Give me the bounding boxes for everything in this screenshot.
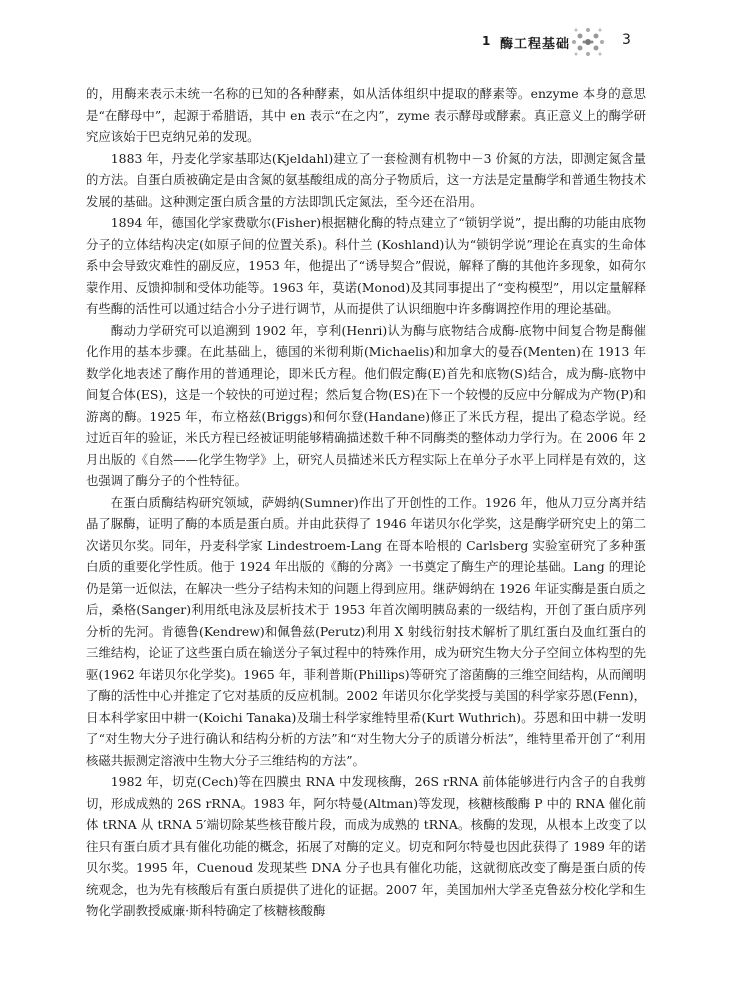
page-number: 3 bbox=[622, 32, 631, 48]
paragraph-structure: 在蛋白质酶结构研究领域，萨姆纳(Sumner)作出了开创性的工作。1926 年，他从刀豆分离并结晶了脲酶，证明了酶的本质是蛋白质。并由此获得了 1946 年诺贝尔化学奖，这是酶学研究史上的第二次诺贝尔奖。同年，丹麦科学家 Lindestroem-Lang 在哥本哈根的 Carlsberg 实验室研究了多种蛋白质的重要化学性质。他于 1924 年出版的《酶的分离》一书奠定了酶生产的理论基础。Lang 的理论仍是第一近似法，在解决一些分子结构未知的问题上得到应用。继萨姆纳在 1926 年证实酶是蛋白质之后，桑格(Sanger)利用纸电泳及层析技术于 1953 年首次阐明胰岛素的一级结构，开创了蛋白质序列分析的先河。肯德鲁(Kendrew)和佩鲁兹(Perutz)利用 X 射线衍射技术解析了肌红蛋白及血红蛋白的三维结构，论证了这些蛋白质在输送分子氧过程中的特殊作用，成为研究生物大分子空间立体构型的先驱(1962 年诺贝尔化学奖)。1965 年，菲利普斯(Phillips)等研究了溶菌酶的三维空间结构，从而阐明了酶的活性中心并推定了它对基质的反应机制。2002 年诺贝尔化学奖授与美国的科学家芬恩(Fenn)，日本科学家田中耕一(Koichi Tanaka)及瑞士科学家维特里希(Kurt Wuthrich)。芬恩和田中耕一发明了“对生物大分子进行确认和结构分析的方法”和“对生物大分子的质谱分析法”，维特里希开创了“利用核磁共振测定溶液中生物大分子三维结构的方法”。 bbox=[86, 494, 646, 768]
molecule-logo-icon bbox=[568, 22, 608, 62]
chapter-number: 1 bbox=[482, 34, 491, 48]
paragraph-kjeldahl: 1883 年，丹麦化学家基耶达(Kjeldahl)建立了一套检测有机物中－3 价氮的方法，即测定氮含量的方法。自蛋白质被确定是由含氮的氨基酸组成的高分子物质后，这一方法是定量酶学和普通生物技术发展的基础。这种测定蛋白质含量的方法即凯氏定氮法，至今还在沿用。 bbox=[86, 150, 646, 209]
page-header bbox=[0, 22, 729, 62]
paragraph-continuation: 的，用酶来表示未统一名称的已知的各种酵素，如从活体组织中提取的酵素等。enzyme 本身的意思是“在酵母中”，起源于希腊语，其中 en 表示“在之内”，zyme 表示酵母或酵素。真正意义上的酶学研究应该始于巴克纳兄弟的发现。 bbox=[86, 86, 646, 144]
paragraph-kinetics: 酶动力学研究可以追溯到 1902 年，亨利(Henri)认为酶与底物结合成酶-底物中间复合物是酶催化作用的基本步骤。在此基础上，德国的米彻利斯(Michaelis)和加拿大的曼吞(Menten)在 1913 年数学化地表述了酶作用的普通理论，即米氏方程。他们假定酶(E)首先和底物(S)结合，成为酶-底物中间复合体(ES)，这是一个较快的可逆过程；然后复合物(ES)在下一个较慢的反应中分解成为产物(P)和游离的酶。1925 年，布立格兹(Briggs)和何尔登(Handane)修正了米氏方程，提出了稳态学说。经过近百年的验证，米氏方程已经被证明能够精确描述数千种不同酶类的整体动力学行为。在 2006 年 2 月出版的《自然——化学生物学》上，研究人员描述米氏方程实际上在单分子水平上同样是有效的，这也强调了酶分子的个性特征。 bbox=[86, 322, 646, 488]
paragraph-lock-key: 1894 年，德国化学家费歇尔(Fisher)根据糖化酶的特点建立了“锁钥学说”，提出酶的功能由底物分子的立体结构决定(如原子间的位置关系)。科什兰 (Koshland)认为“锁钥学说”理论在真实的生命体系中会导致灾难性的副反应，1953 年，他提出了“诱导契合”假说，解释了酶的其他许多现象，如荷尔蒙作用、反馈抑制和受体功能等。1963 年，莫诺(Monod)及其同事提出了“变构模型”，用以定量解释有些酶的活性可以通过结合小分子进行调节，从而提供了认识细胞中许多酶调控作用的理论基础。 bbox=[86, 215, 646, 316]
paragraph-ribozyme: 1982 年，切克(Cech)等在四膜虫 RNA 中发现核酶，26S rRNA 前体能够进行内含子的自我剪切，形成成熟的 26S rRNA。1983 年，阿尔特曼(Altman)等发现，核糖核酸酶 P 中的 RNA 催化前体 tRNA 从 tRNA 5′端切除某些核苷酸片段，而成为成熟的 tRNA。核酶的发现，从根本上改变了以往只有蛋白质才具有催化功能的概念，拓展了对酶的定义。切克和阿尔特曼也因此获得了 1989 年的诺贝尔奖。1995 年，Cuenoud 发现某些 DNA 分子也具有催化功能，这就彻底改变了酶是蛋白质的传统观念，也为先有核酸后有蛋白质提供了进化的证据。2007 年，美国加州大学圣克鲁兹分校化学和生物化学副教授威廉·斯科特确定了核糖核酸酶 bbox=[86, 774, 646, 918]
chapter-title: 酶工程基础 bbox=[500, 37, 571, 52]
body-text bbox=[86, 83, 646, 922]
